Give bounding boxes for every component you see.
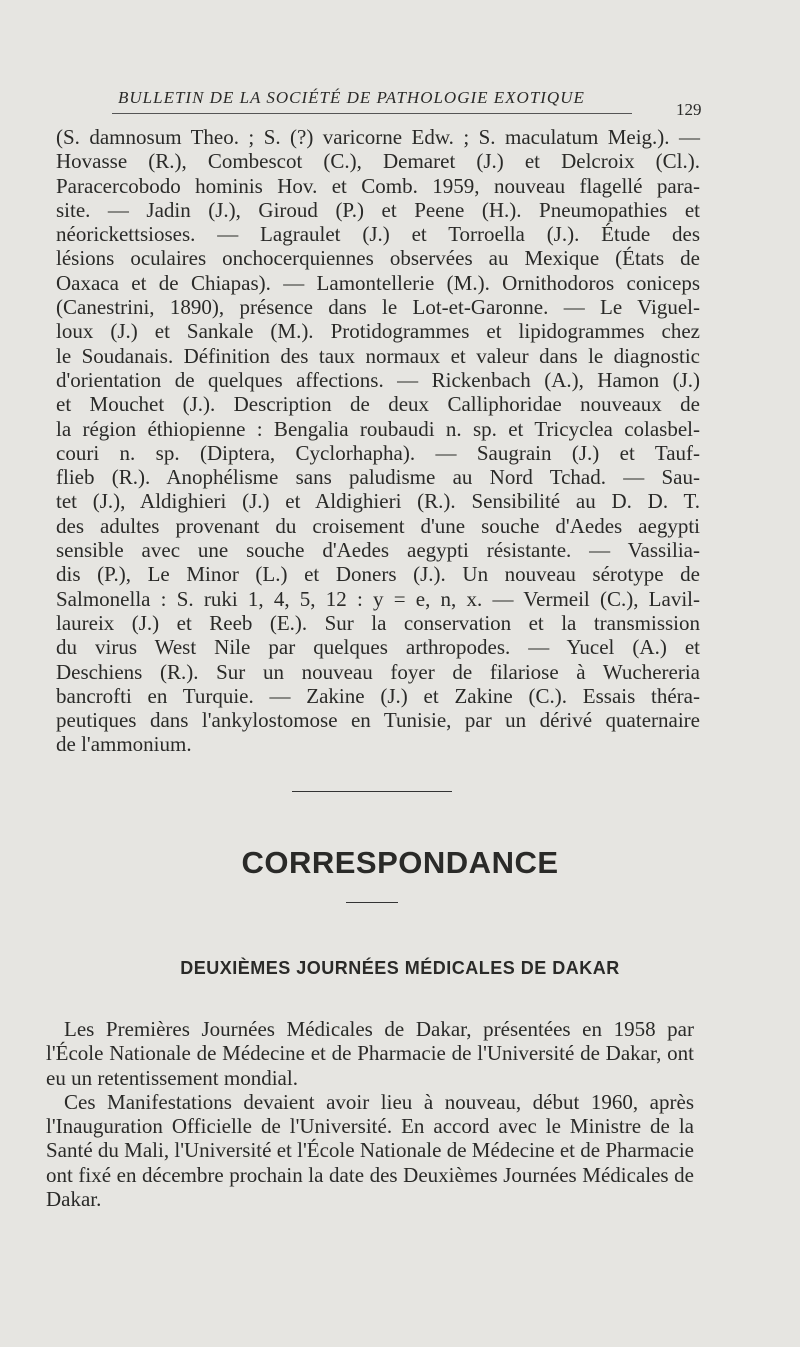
- title-underline: [346, 902, 398, 903]
- text-line: la région éthiopienne : Bengalia roubaudi n. sp. et Tricyclea colasbel-: [56, 416, 700, 441]
- paragraph: Ces Manifestations devaient avoir lieu à nouveau, début 1960, après l'Inauguration Officielle de l'Université. En accord avec le Ministre de la Santé du Mali, l'Université et l'École Nationale de Médecine et de Pharmacie ont fixé en décembre prochain la date des Deuxièmes Journées Médicales de Dakar.: [46, 1089, 694, 1212]
- text-line: Oaxaca et de Chiapas). — Lamontellerie (M.). Ornithodoros coniceps: [56, 270, 700, 295]
- text-line: Paracercobodo hominis Hov. et Comb. 1959, nouveau flagellé para-: [56, 173, 700, 198]
- text-line: du virus West Nile par quelques arthropodes. — Yucel (A.) et: [56, 635, 700, 660]
- text-line: d'orientation de quelques affections. — Rickenbach (A.), Hamon (J.): [56, 367, 700, 392]
- text-line: sensible avec une souche d'Aedes aegypti résistante. — Vassilia-: [56, 538, 700, 563]
- header-rule: [112, 113, 632, 114]
- text-line: tet (J.), Aldighieri (J.) et Aldighieri (R.). Sensibilité au D. D. T.: [56, 489, 700, 514]
- text-line: et Mouchet (J.). Description de deux Calliphoridae nouveaux de: [56, 392, 700, 417]
- text-line: bancrofti en Turquie. — Zakine (J.) et Zakine (C.). Essais théra-: [56, 683, 700, 708]
- text-line: Deschiens (R.). Sur un nouveau foyer de filariose à Wuchereria: [56, 659, 700, 684]
- text-line: loux (J.) et Sankale (M.). Protidogrammes et lipidogrammes chez: [56, 319, 700, 344]
- section-title: CORRESPONDANCE: [241, 845, 559, 880]
- section-divider: [292, 791, 452, 792]
- text-line: le Soudanais. Définition des taux normaux et valeur dans le diagnostic: [56, 343, 700, 368]
- text-line: Salmonella : S. ruki 1, 4, 5, 12 : y = e, n, x. — Vermeil (C.), Lavil-: [56, 586, 700, 611]
- text-line: de l'ammonium.: [56, 732, 192, 757]
- text-line: couri n. sp. (Diptera, Cyclorhapha). — Saugrain (J.) et Tauf-: [56, 440, 700, 465]
- text-line: (Canestrini, 1890), présence dans le Lot-et-Garonne. — Le Viguel-: [56, 295, 700, 320]
- text-line: (S. damnosum Theo. ; S. (?) varicorne Edw. ; S. maculatum Meig.). —: [56, 125, 700, 149]
- text-line: flieb (R.). Anophélisme sans paludisme au Nord Tchad. — Sau-: [56, 465, 700, 490]
- article-title: DEUXIÈMES JOURNÉES MÉDICALES DE DAKAR: [180, 958, 620, 978]
- text-line: dis (P.), Le Minor (L.) et Doners (J.). Un nouveau sérotype de: [56, 562, 700, 587]
- text-line: néorickettsioses. — Lagraulet (J.) et Torroella (J.). Étude des: [56, 222, 700, 247]
- text-line: lésions oculaires onchocerquiennes observées au Mexique (États de: [56, 246, 700, 271]
- text-line: Hovasse (R.), Combescot (C.), Demaret (J.) et Delcroix (Cl.).: [56, 149, 700, 174]
- running-head: BULLETIN DE LA SOCIÉTÉ DE PATHOLOGIE EXOTIQUE: [118, 88, 585, 107]
- bibliography-continuation: [56, 125, 700, 757]
- text-line: site. — Jadin (J.), Giroud (P.) et Peene (H.). Pneumopathies et: [56, 197, 700, 222]
- text-line: laureix (J.) et Reeb (E.). Sur la conservation et la transmission: [56, 610, 700, 635]
- correspondence-body: [46, 1017, 694, 1211]
- paragraph: Les Premières Journées Médicales de Dakar, présentées en 1958 par l'École Nationale de Médecine et de Pharmacie de l'Université de Dakar, ont eu un retentissement mondial.: [46, 1017, 694, 1090]
- text-line: peutiques dans l'ankylostomose en Tunisie, par un dérivé quaternaire: [56, 708, 700, 733]
- page-number: 129: [676, 100, 702, 119]
- text-line: des adultes provenant du croisement d'une souche d'Aedes aegypti: [56, 513, 700, 538]
